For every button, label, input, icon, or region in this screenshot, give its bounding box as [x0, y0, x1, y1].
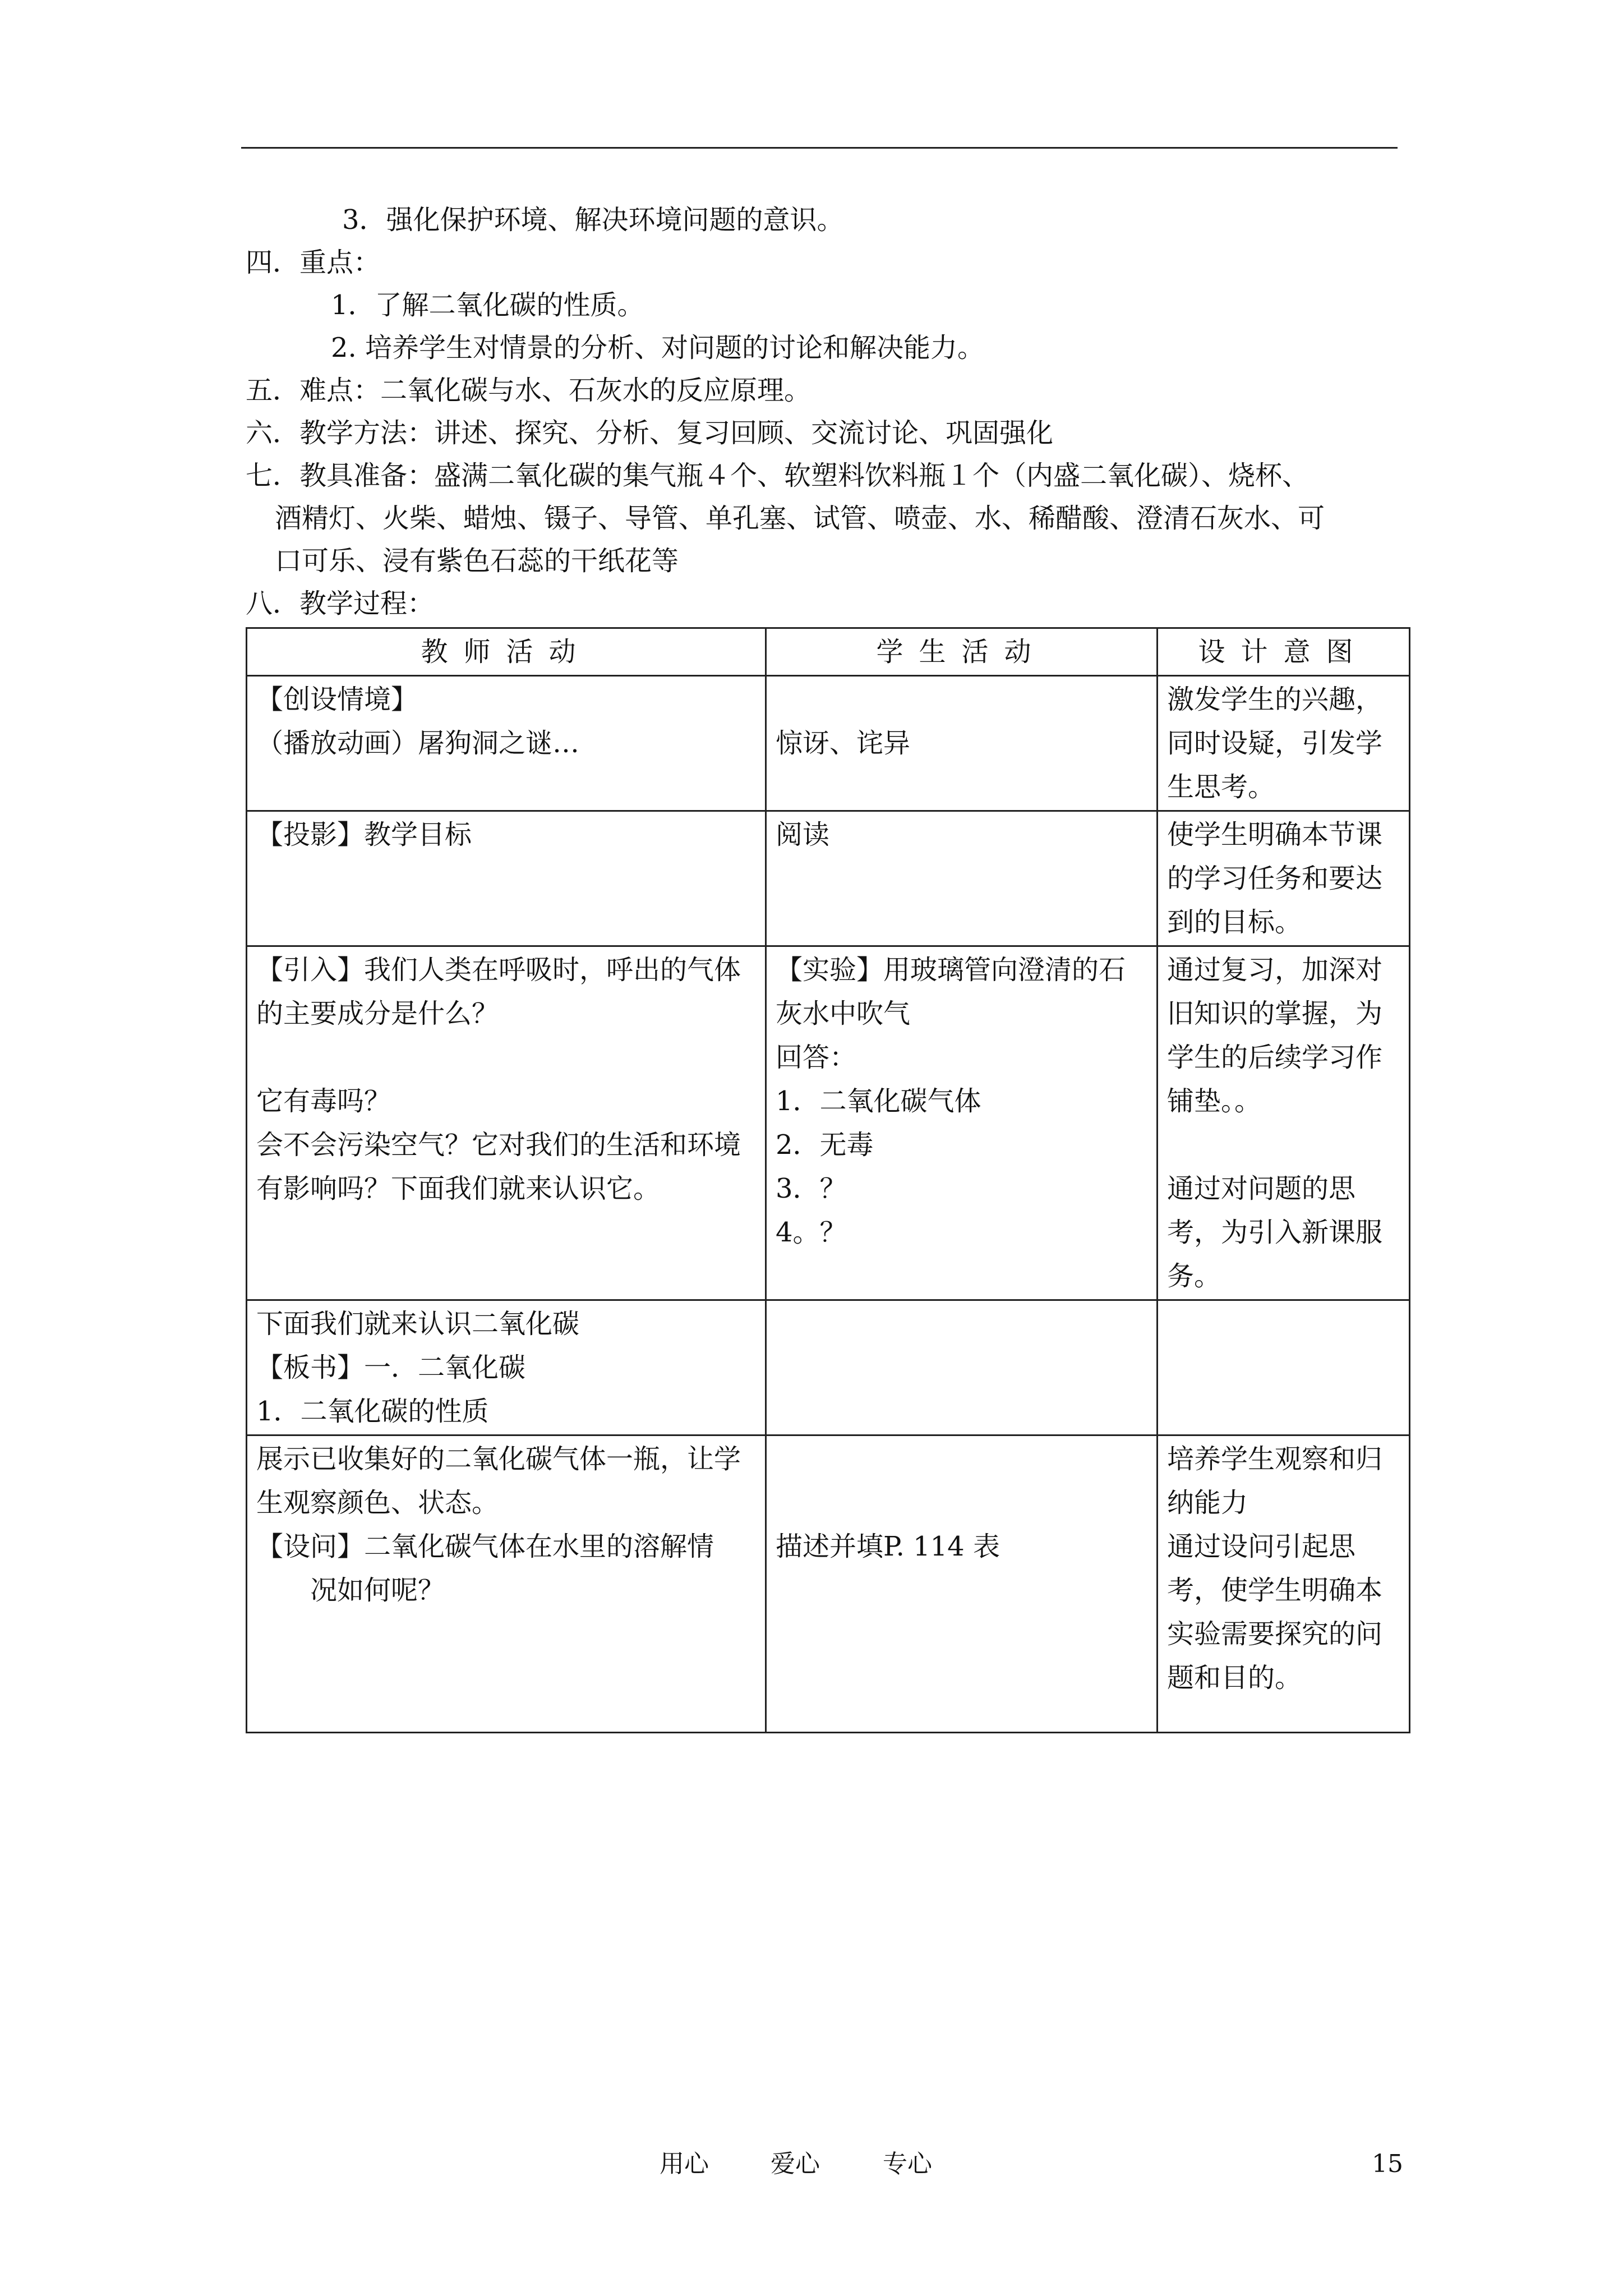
cell-text: 2．无毒 [776, 1129, 874, 1161]
table-header-row [247, 628, 1410, 676]
cell-text: 回答： [776, 1042, 857, 1073]
key-point-1: 1．了解二氧化碳的性质。 [331, 289, 644, 321]
student-cell [766, 811, 1158, 946]
cell-text: 它有毒吗？ [256, 1085, 391, 1117]
design-cell [1158, 946, 1410, 1300]
header-student: 学生活动 [766, 628, 1158, 676]
cell-text: 展示已收集好的二氧化碳气体一瓶，让学生观察颜色、状态。 [256, 1443, 741, 1519]
cell-spacer [256, 1036, 756, 1079]
section-materials-line1: 七．教具准备：盛满二氧化碳的集气瓶４个、软塑料饮料瓶１个（内盛二氧化碳）、烧杯、 [246, 460, 1310, 491]
cell-text: 培养学生观察和归纳能力 [1167, 1443, 1383, 1519]
table-row [247, 1435, 1410, 1733]
cell-spacer [1167, 1123, 1400, 1167]
design-cell [1158, 811, 1410, 946]
section-key-points: 四．重点： [246, 247, 381, 278]
student-cell [766, 946, 1158, 1300]
section-materials-line2: 酒精灯、火柴、蜡烛、镊子、导管、单孔塞、试管、喷壶、水、稀醋酸、澄清石灰水、可 [275, 503, 1325, 534]
cell-text: 激发学生的兴趣，同时设疑，引发学生思考。 [1167, 684, 1383, 803]
design-cell [1158, 1300, 1410, 1435]
header-design: 设计意图 [1158, 628, 1410, 676]
cell-text: 【设问】二氧化碳气体在水里的溶解情 [256, 1531, 714, 1562]
cell-spacer [776, 678, 1147, 721]
cell-text: 通过对问题的思考，为引入新课服务。 [1167, 1173, 1383, 1292]
cell-text: （播放动画）屠狗洞之谜… [256, 728, 580, 759]
teacher-cell [247, 676, 766, 811]
header-rule [241, 147, 1398, 149]
goal-line-3: 3．强化保护环境、解决环境问题的意识。 [342, 204, 844, 236]
key-point-2: 2. 培养学生对情景的分析、对问题的讨论和解决能力。 [331, 332, 985, 364]
cell-text: 【板书】一．二氧化碳 [256, 1352, 526, 1383]
cell-text: 使学生明确本节课的学习任务和要达到的目标。 [1167, 819, 1383, 938]
cell-text: 【实验】用玻璃管向澄清的石灰水中吹气 [776, 954, 1126, 1029]
section-difficulty: 五．难点：二氧化碳与水、石灰水的反应原理。 [246, 375, 811, 406]
teaching-process-table [246, 627, 1410, 1733]
section-methods: 六．教学方法：讲述、探究、分析、复习回顾、交流讨论、巩固强化 [246, 417, 1054, 449]
footer-text-3: 专心 [883, 2150, 932, 2178]
student-cell [766, 1300, 1158, 1435]
cell-text: 通过设问引起思考，使学生明确本实验需要探究的问题和目的。 [1167, 1531, 1383, 1694]
cell-text: 惊讶、诧异 [776, 728, 911, 759]
table-row [247, 946, 1410, 1300]
cell-text: 通过复习，加深对旧知识的掌握，为学生的后续学习作铺垫。。 [1167, 954, 1383, 1117]
cell-spacer [776, 1481, 1147, 1525]
section-materials-line3: 口可乐、浸有紫色石蕊的干纸花等 [275, 545, 679, 577]
cell-text: 描述并填P. 114 表 [776, 1531, 1000, 1562]
cell-text: 【引入】我们人类在呼吸时，呼出的气体的主要成分是什么？ [256, 954, 741, 1029]
page-number: 15 [1372, 2150, 1403, 2178]
cell-text: 阅读 [776, 819, 830, 850]
teacher-cell [247, 1300, 766, 1435]
table-row [247, 1300, 1410, 1435]
footer-text-2: 爱心 [771, 2150, 820, 2178]
student-cell [766, 1435, 1158, 1733]
header-teacher: 教师活动 [247, 628, 766, 676]
table-row [247, 811, 1410, 946]
student-cell [766, 676, 1158, 811]
design-cell [1158, 676, 1410, 811]
design-cell [1158, 1435, 1410, 1733]
cell-text: 1．二氧化碳的性质 [256, 1396, 489, 1427]
cell-spacer [776, 1437, 1147, 1481]
cell-text: 3．？ [776, 1173, 847, 1204]
cell-text: 况如何呢？ [310, 1575, 445, 1606]
cell-text: 【投影】教学目标 [256, 819, 472, 850]
cell-text: 4。？ [776, 1217, 847, 1248]
cell-text: 【创设情境】 [256, 684, 418, 715]
cell-text: 1．二氧化碳气体 [776, 1085, 981, 1117]
teacher-cell [247, 811, 766, 946]
footer-text-1: 用心 [660, 2150, 709, 2178]
teacher-cell [247, 1435, 766, 1733]
teacher-cell [247, 946, 766, 1300]
cell-text: 会不会污染空气？它对我们的生活和环境有影响吗？下面我们就来认识它。 [256, 1129, 741, 1204]
section-process: 八．教学过程： [246, 588, 435, 619]
table-row [247, 676, 1410, 811]
cell-text: 下面我们就来认识二氧化碳 [256, 1308, 580, 1340]
